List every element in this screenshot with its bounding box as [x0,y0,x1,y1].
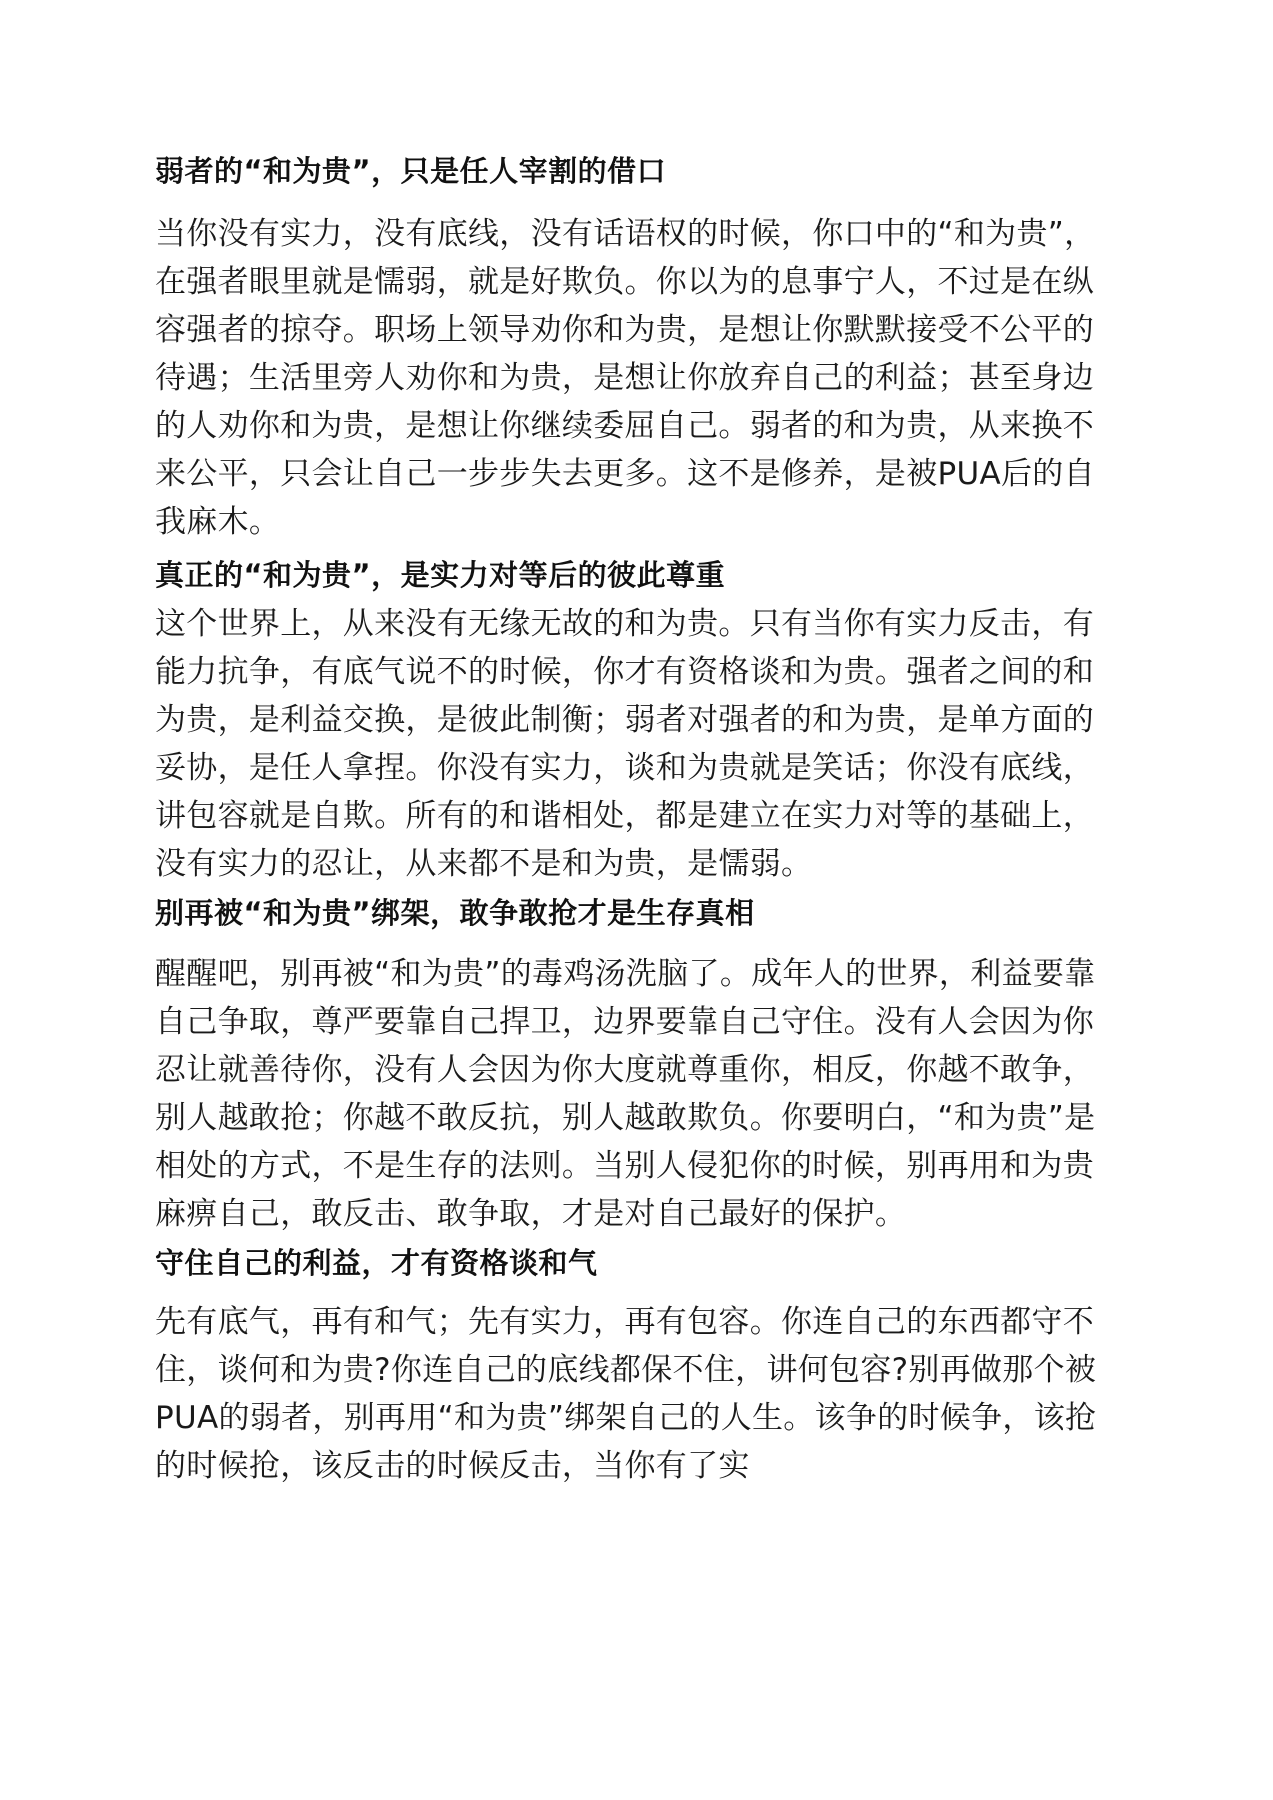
article-body [155,150,1120,1490]
section-paragraph-4: 先有底气，再有和气；先有实力，再有包容。你连自己的东西都守不住，谈何和为贵?你连自己的底线都保不住，讲何包容?别再做那个被PUA的弱者，别再用“和为贵”绑架自己的人生。该争的时候争，该抢的时候抢，该反击的时候反击，当你有了实 [155,1304,1097,1484]
section-paragraph-2: 这个世界上，从来没有无缘无故的和为贵。只有当你有实力反击，有能力抗争，有底气说不的时候，你才有资格谈和为贵。强者之间的和为贵，是利益交换，是彼此制衡；弱者对强者的和为贵，是单方面的妥协，是任人拿捏。你没有实力，谈和为贵就是笑话；你没有底线，讲包容就是自欺。所有的和谐相处，都是建立在实力对等的基础上，没有实力的忍让，从来都不是和为贵，是懦弱。 [155,606,1094,882]
section-heading-2: 真正的“和为贵”，是实力对等后的彼此尊重 [155,558,726,592]
section-paragraph-3: 醒醒吧，别再被“和为贵”的毒鸡汤洗脑了。成年人的世界，利益要靠自己争取，尊严要靠自己捍卫，边界要靠自己守住。没有人会因为你忍让就善待你，没有人会因为你大度就尊重你，相反，你越不敢争，别人越敢抢；你越不敢反抗，别人越敢欺负。你要明白，“和为贵”是相处的方式，不是生存的法则。当别人侵犯你的时候，别再用和为贵麻痹自己，敢反击、敢争取，才是对自己最好的保护。 [155,956,1096,1232]
section-heading-4: 守住自己的利益，才有资格谈和气 [155,1246,598,1280]
section-heading-1: 弱者的“和为贵”，只是任人宰割的借口 [155,154,667,188]
section-heading-3: 别再被“和为贵”绑架，敢争敢抢才是生存真相 [155,896,755,930]
section-paragraph-1: 当你没有实力，没有底线，没有话语权的时候，你口中的“和为贵”，在强者眼里就是懦弱，就是好欺负。你以为的息事宁人，不过是在纵容强者的掠夺。职场上领导劝你和为贵，是想让你默默接受不公平的待遇；生活里旁人劝你和为贵，是想让你放弃自己的利益；甚至身边的人劝你和为贵，是想让你继续委屈自己。弱者的和为贵，从来换不来公平，只会让自己一步步失去更多。这不是修养，是被PUA后的自我麻木。 [155,216,1096,540]
